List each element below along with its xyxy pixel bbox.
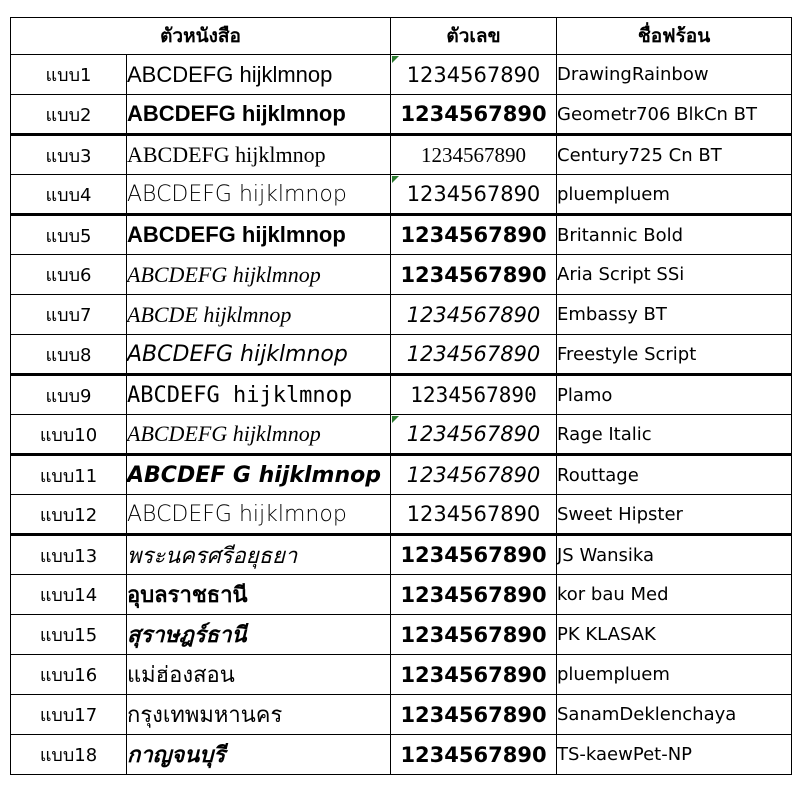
numbers-cell: 1234567890 [391, 175, 557, 215]
font-name-cell: Routtage [557, 455, 792, 495]
style-cell: แบบ14 [11, 575, 127, 615]
numbers-cell: 1234567890 [391, 135, 557, 175]
sample-text-cell: พระนครศรีอยุธยา [127, 535, 391, 575]
table-row [11, 415, 792, 455]
table-row [11, 655, 792, 695]
cell-marker-icon [392, 56, 399, 63]
table-row [11, 455, 792, 495]
numbers-cell: 1234567890 [391, 575, 557, 615]
style-cell: แบบ15 [11, 615, 127, 655]
header-row [11, 18, 792, 55]
style-cell: แบบ12 [11, 495, 127, 535]
style-cell: แบบ11 [11, 455, 127, 495]
sample-text-cell: ABCDE hijklmnop [127, 295, 391, 335]
numbers-cell: 1234567890 [391, 95, 557, 135]
header-name-col: ชื่อฟร้อน [557, 18, 792, 55]
numbers-cell: 1234567890 [391, 415, 557, 455]
font-name-cell: Rage Italic [557, 415, 792, 455]
font-name-cell: Embassy BT [557, 295, 792, 335]
sample-text-cell: ABCDEFG hijklmnop [127, 55, 391, 95]
table-row [11, 495, 792, 535]
style-cell: แบบ18 [11, 735, 127, 775]
style-cell: แบบ2 [11, 95, 127, 135]
numbers-cell: 1234567890 [391, 455, 557, 495]
numbers-cell: 1234567890 [391, 495, 557, 535]
table-row [11, 255, 792, 295]
header-style-col: ตัวหนังสือ [11, 18, 391, 55]
table-row [11, 135, 792, 175]
font-name-cell: pluempluem [557, 175, 792, 215]
table-row [11, 175, 792, 215]
numbers-cell: 1234567890 [391, 295, 557, 335]
sample-text-cell: ABCDEFG hijklmnop [127, 375, 391, 415]
sample-text-cell: ABCDEF G hijklmnop [127, 455, 391, 495]
numbers-cell: 1234567890 [391, 535, 557, 575]
font-name-cell: Sweet Hipster [557, 495, 792, 535]
style-cell: แบบ9 [11, 375, 127, 415]
font-name-cell: DrawingRainbow [557, 55, 792, 95]
numbers-cell: 1234567890 [391, 255, 557, 295]
font-name-cell: Britannic Bold [557, 215, 792, 255]
table-row [11, 335, 792, 375]
sample-text-cell: ABCDEFG hijklmnop [127, 95, 391, 135]
sample-text-cell: แม่ฮ่องสอน [127, 655, 391, 695]
font-sample-table [10, 17, 792, 775]
font-name-cell: JS Wansika [557, 535, 792, 575]
font-name-cell: Aria Script SSi [557, 255, 792, 295]
font-name-cell: pluempluem [557, 655, 792, 695]
sample-text-cell: ABCDEFG hijklmnop [127, 415, 391, 455]
sample-text-cell: ABCDEFG hijklmnop [127, 255, 391, 295]
font-name-cell: Plamo [557, 375, 792, 415]
style-cell: แบบ3 [11, 135, 127, 175]
sample-text-cell: ABCDEFG hijklmnop [127, 135, 391, 175]
numbers-cell: 1234567890 [391, 335, 557, 375]
style-cell: แบบ10 [11, 415, 127, 455]
table-row [11, 295, 792, 335]
table-row [11, 215, 792, 255]
numbers-cell: 1234567890 [391, 375, 557, 415]
style-cell: แบบ13 [11, 535, 127, 575]
sample-text-cell: กรุงเทพมหานคร [127, 695, 391, 735]
table-row [11, 695, 792, 735]
sample-text-cell: ABCDEFG hijklmnop [127, 495, 391, 535]
table-row [11, 535, 792, 575]
style-cell: แบบ16 [11, 655, 127, 695]
style-cell: แบบ7 [11, 295, 127, 335]
font-name-cell: TS-kaewPet-NP [557, 735, 792, 775]
table-row [11, 95, 792, 135]
style-cell: แบบ5 [11, 215, 127, 255]
sample-text-cell: ABCDEFG hijklmnop [127, 335, 391, 375]
table-row [11, 375, 792, 415]
sample-text-cell: อุบลราชธานี [127, 575, 391, 615]
header-number-col: ตัวเลข [391, 18, 557, 55]
sample-text-cell: กาญจนบุรี [127, 735, 391, 775]
numbers-cell: 1234567890 [391, 55, 557, 95]
cell-marker-icon [392, 416, 399, 423]
sample-text-cell: ABCDEFG hijklmnop [127, 175, 391, 215]
font-name-cell: SanamDeklenchaya [557, 695, 792, 735]
numbers-cell: 1234567890 [391, 655, 557, 695]
font-name-cell: kor bau Med [557, 575, 792, 615]
numbers-cell: 1234567890 [391, 615, 557, 655]
table-row [11, 615, 792, 655]
cell-marker-icon [392, 176, 399, 183]
table-row [11, 55, 792, 95]
style-cell: แบบ6 [11, 255, 127, 295]
numbers-cell: 1234567890 [391, 215, 557, 255]
table-row [11, 735, 792, 775]
table-row [11, 575, 792, 615]
font-name-cell: Geometr706 BlkCn BT [557, 95, 792, 135]
sample-text-cell: สุราษฎร์ธานี [127, 615, 391, 655]
font-name-cell: Freestyle Script [557, 335, 792, 375]
style-cell: แบบ17 [11, 695, 127, 735]
style-cell: แบบ8 [11, 335, 127, 375]
font-name-cell: Century725 Cn BT [557, 135, 792, 175]
numbers-cell: 1234567890 [391, 735, 557, 775]
style-cell: แบบ4 [11, 175, 127, 215]
numbers-cell: 1234567890 [391, 695, 557, 735]
sample-text-cell: ABCDEFG hijklmnop [127, 215, 391, 255]
font-name-cell: PK KLASAK [557, 615, 792, 655]
style-cell: แบบ1 [11, 55, 127, 95]
